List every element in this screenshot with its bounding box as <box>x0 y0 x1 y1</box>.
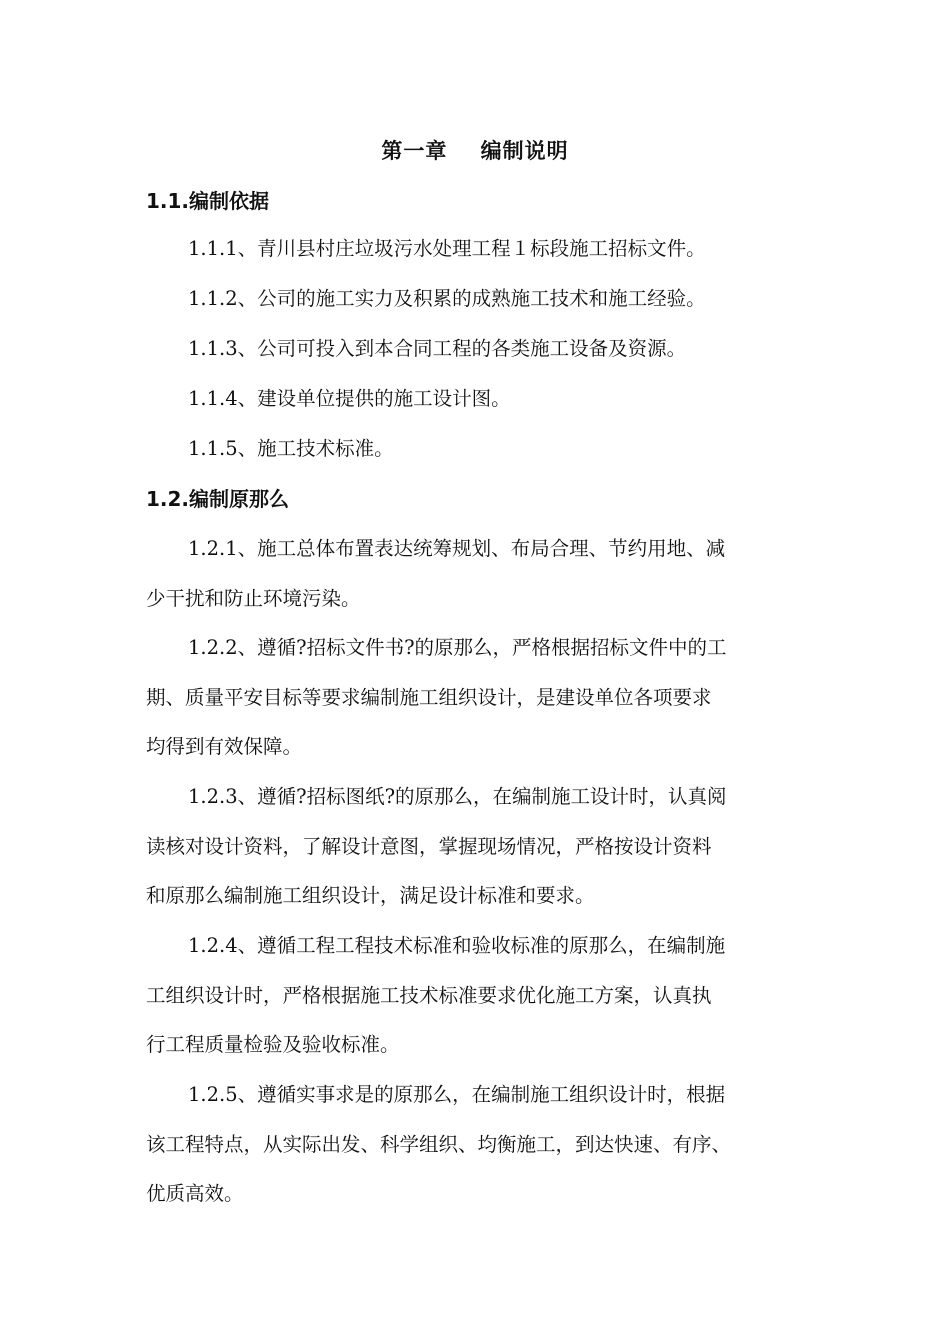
section-heading-1-1: 1.1.编制依据 <box>146 189 270 213</box>
paragraph-1-2-3 <box>146 772 826 921</box>
paragraph-line: 和原那么编制施工组织设计，满足设计标准和要求。 <box>146 884 595 908</box>
paragraph-line: 1.2.1、施工总体布置表达统筹规划、布局合理、节约用地、减 <box>188 537 726 560</box>
paragraph-line: 1.1.2、公司的施工实力及积累的成熟施工技术和施工经验。 <box>188 287 706 310</box>
paragraph-line: 1.1.5、施工技术标准。 <box>188 437 394 460</box>
paragraph-line: 1.2.5、遵循实事求是的原那么，在编制施工组织设计时，根据 <box>188 1083 726 1106</box>
paragraph-1-1-4 <box>146 374 826 424</box>
paragraph-line: 行工程质量检验及验收标准。 <box>146 1033 400 1057</box>
paragraph-line: 1.2.2、遵循?招标文件书?的原那么，严格根据招标文件中的工 <box>188 636 727 659</box>
paragraph-1-1-3 <box>146 324 826 374</box>
paragraph-line: 1.1.3、公司可投入到本合同工程的各类施工设备及资源。 <box>188 337 687 360</box>
paragraph-line: 该工程特点，从实际出发、科学组织、均衡施工，到达快速、有序、 <box>146 1132 732 1156</box>
paragraph-line: 1.1.4、建设单位提供的施工设计图。 <box>188 387 511 410</box>
paragraph-line: 读核对设计资料，了解设计意图，掌握现场情况，严格按设计资料 <box>146 834 712 858</box>
paragraph-1-2-2 <box>146 623 826 772</box>
paragraph-1-1-5 <box>146 424 826 474</box>
section-heading-1-2: 1.2.编制原那么 <box>146 487 290 511</box>
paragraph-line: 期、质量平安目标等要求编制施工组织设计，是建设单位各项要求 <box>146 685 712 709</box>
paragraph-1-2-5 <box>146 1070 826 1219</box>
paragraph-line: 均得到有效保障。 <box>146 735 303 759</box>
paragraph-line: 优质高效。 <box>146 1182 244 1206</box>
paragraph-line: 1.1.1、青川县村庄垃圾污水处理工程１标段施工招标文件。 <box>188 237 706 260</box>
paragraph-line: 1.2.3、遵循?招标图纸?的原那么，在编制施工设计时，认真阅 <box>188 785 727 808</box>
paragraph-line: 工组织设计时，严格根据施工技术标准要求优化施工方案，认真执 <box>146 983 712 1007</box>
paragraph-1-2-1 <box>146 524 826 623</box>
paragraph-1-2-4 <box>146 921 826 1070</box>
paragraph-line: 少干扰和防止环境污染。 <box>146 586 361 610</box>
chapter-title: 第一章 编制说明 <box>381 139 569 163</box>
paragraph-1-1-1 <box>146 224 826 274</box>
paragraph-line: 1.2.4、遵循工程工程技术标准和验收标准的原那么，在编制施 <box>188 934 726 957</box>
paragraph-1-1-2 <box>146 274 826 324</box>
